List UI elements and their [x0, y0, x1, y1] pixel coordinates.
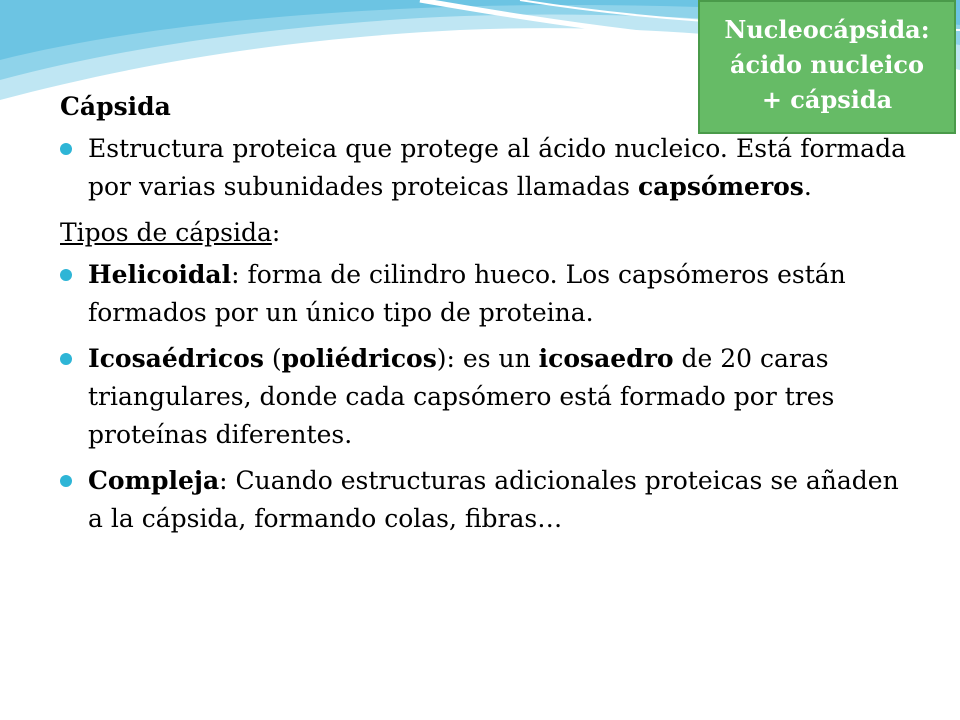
- bullet-dot-icon: [60, 269, 72, 281]
- type-helicoidal-name: Helicoidal: [88, 260, 232, 289]
- intro-bullet: [60, 130, 906, 206]
- bullet-dot-icon: [60, 143, 72, 155]
- intro-text-1: Estructura proteica que protege al ácido nucleico. Está formada por varias subunidades proteicas llamadas: [88, 134, 906, 201]
- types-heading: [60, 214, 906, 252]
- callout-line-3: + cápsida: [761, 85, 893, 114]
- type-icosaedricos-text-1: (: [263, 344, 282, 373]
- slide-content: [60, 88, 906, 546]
- bullet-dot-icon: [60, 475, 72, 487]
- callout-line-2: ácido nucleico: [729, 50, 925, 79]
- bullet-dot-icon: [60, 353, 72, 365]
- type-helicoidal-bullet: [60, 256, 906, 332]
- type-icosaedricos-icosaedro: icosaedro: [538, 344, 674, 373]
- type-compleja-name: Compleja: [88, 466, 220, 495]
- type-compleja-text: : Cuando estructuras adicionales proteicas se añaden a la cápsida, formando colas, fibras…: [88, 466, 899, 533]
- type-compleja-bullet: [60, 462, 906, 538]
- type-icosaedricos-text-3: de 20 caras triangulares, donde cada capsómero está formado por tres proteínas diferentes.: [88, 344, 835, 449]
- type-icosaedricos-bullet: [60, 340, 906, 454]
- type-icosaedricos-name: Icosaédricos: [88, 344, 264, 373]
- intro-text-2: .: [803, 172, 812, 201]
- type-icosaedricos-text-2: ): es un: [436, 344, 539, 373]
- slide-heading: Cápsida: [60, 92, 171, 121]
- type-icosaedricos-alt-name: poliédricos: [281, 344, 437, 373]
- intro-bold-capsomeros: capsómeros: [637, 172, 804, 201]
- types-heading-label: Tipos de cápsida: [60, 218, 272, 247]
- type-helicoidal-text: : forma de cilindro hueco. Los capsómeros están formados por un único tipo de proteina.: [88, 260, 846, 327]
- callout-line-1: Nucleocápsida:: [724, 15, 930, 44]
- types-heading-suffix: :: [271, 218, 281, 247]
